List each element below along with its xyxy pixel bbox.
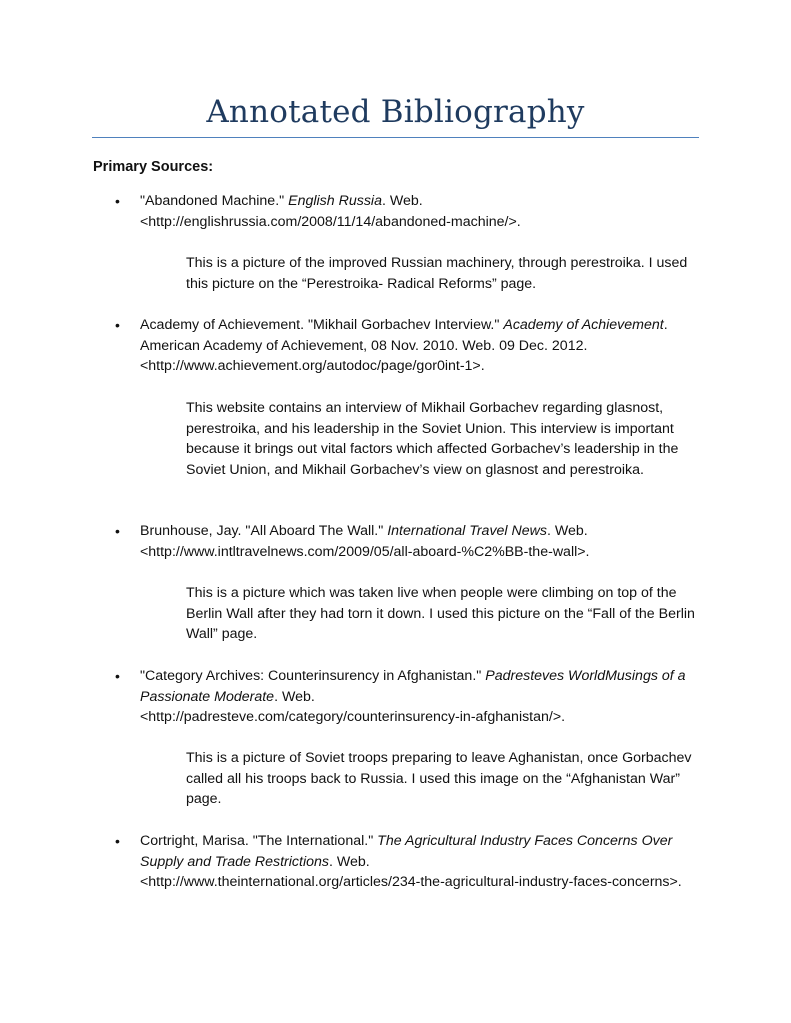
citation-text: . Web.	[381, 193, 423, 209]
bullet-icon: •	[115, 193, 120, 209]
title-underline	[92, 137, 699, 138]
citation	[140, 666, 700, 728]
citation-text: Academy of Achievement. "Mikhail Gorbachev Interview."	[140, 317, 504, 333]
annotation: This is a picture which was taken live when people were climbing on top of the Berlin Wall after they had torn it down. I used this picture on the “Fall of the Berlin Wall” page.	[186, 585, 695, 643]
citation	[140, 831, 700, 893]
citation-text: <http://www.theinternational.org/articles/234-the-agricultural-industry-faces-concerns>.	[140, 874, 682, 891]
citation-text: <http://englishrussia.com/2008/11/14/abandoned-machine/>.	[140, 213, 521, 230]
citation-text: "Category Archives: Counterinsurency in Afghanistan."	[140, 668, 486, 684]
citation-title: International Travel News	[387, 523, 547, 539]
citation-text: . Web.	[274, 688, 315, 705]
citation	[140, 521, 700, 562]
citation-text: Cortright, Marisa. "The International."	[140, 833, 378, 849]
citation-text: . Web.	[547, 523, 588, 539]
annotation: This website contains an interview of Mikhail Gorbachev regarding glasnost, perestroika, and his leadership in the Soviet Union. This interview is important because it brings out vital factors which affected Gorbachev’s leadership in the Soviet Union, and Mikhail Gorbachev’s view on glasnost and perestroika.	[186, 400, 679, 478]
bullet-icon: •	[115, 523, 120, 539]
citation-title: The Agricultural Industry Faces Concerns Over Supply and Trade Restrictions	[140, 833, 673, 870]
annotation: This is a picture of Soviet troops preparing to leave Aghanistan, once Gorbachev called all his troops back to Russia. I used this image on the “Afghanistan War” page.	[186, 750, 692, 808]
citation-text: . American Academy of Achievement, 08 Nov. 2010. Web. 09 Dec. 2012. <http://www.achievement.org/autodoc/page/gor0int-1>.	[140, 317, 668, 375]
bullet-icon: •	[115, 668, 120, 684]
citation	[140, 191, 700, 232]
citation-title: Academy of Achievement	[503, 317, 664, 333]
section-heading: Primary Sources:	[93, 159, 214, 175]
annotation: This is a picture of the improved Russian machinery, through perestroika. I used this picture on the “Perestroika- Radical Reforms” page.	[186, 255, 688, 292]
citation-title: Padresteves WorldMusings of a Passionate Moderate	[140, 668, 686, 705]
citation	[140, 315, 700, 377]
citation-text: Brunhouse, Jay. "All Aboard The Wall."	[140, 523, 388, 539]
bullet-icon: •	[115, 833, 120, 849]
bullet-icon: •	[115, 317, 120, 333]
citation-text: "Abandoned Machine."	[140, 193, 289, 209]
page-title: Annotated Bibliography	[206, 94, 585, 130]
citation-text: <http://www.intltravelnews.com/2009/05/all-aboard-%C2%BB-the-wall>.	[140, 543, 590, 560]
citation-title: English Russia	[288, 193, 382, 209]
citation-text: . Web.	[329, 853, 370, 870]
citation-text: <http://padresteve.com/category/counterinsurency-in-afghanistan/>.	[140, 709, 566, 726]
